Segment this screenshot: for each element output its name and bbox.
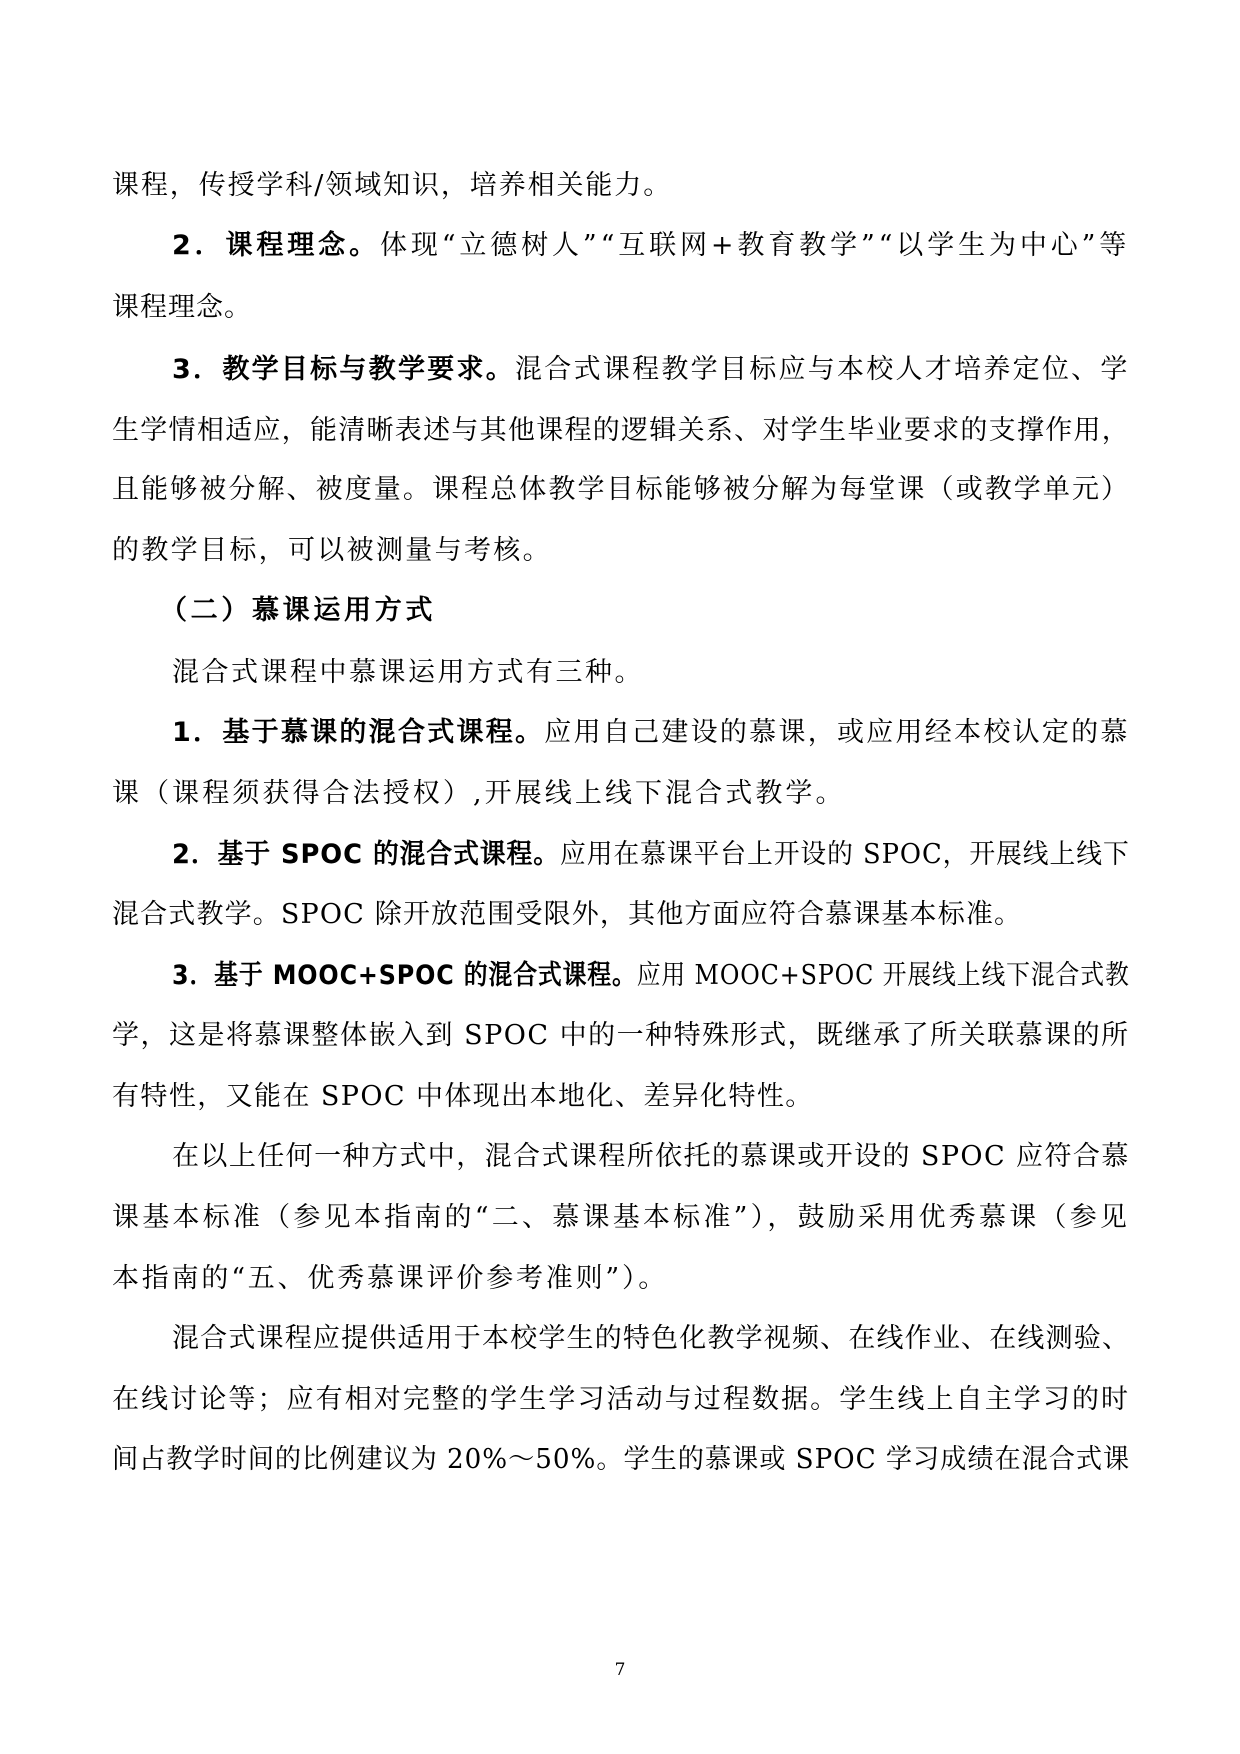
paragraph-text: 应用在慕课平台上开设的 SPOC，开展线上线下 [559, 839, 1130, 870]
paragraph-text: 课（课程须获得合法授权）,开展线上线下混合式教学。 [112, 778, 846, 809]
text-line [112, 1012, 1130, 1060]
bold-heading-text: 1．基于慕课的混合式课程。 [172, 717, 545, 748]
text-line [112, 284, 252, 332]
text-line [112, 1376, 1130, 1424]
page-number: 7 [614, 1660, 626, 1680]
text-line [160, 587, 436, 635]
paragraph-text: 在以上任何一种方式中，混合式课程所依托的慕课或开设的 SPOC 应符合慕 [172, 1141, 1130, 1172]
text-line [172, 952, 1130, 1000]
text-line [112, 527, 552, 575]
text-line [172, 1133, 1130, 1181]
text-line [112, 1194, 1130, 1242]
text-line [112, 770, 846, 818]
paragraph-text: 本指南的“五、优秀慕课评价参考准则”）。 [112, 1263, 669, 1294]
bold-heading-text: （二）慕课运用方式 [160, 595, 437, 626]
text-line [172, 222, 1130, 270]
paragraph-text: 应用自己建设的慕课，或应用经本校认定的慕 [544, 717, 1130, 748]
paragraph-text: 课程，传授学科/领域知识，培养相关能力。 [112, 170, 673, 201]
text-line [112, 1255, 668, 1303]
bold-heading-text: 2．基于 SPOC 的混合式课程。 [172, 839, 560, 870]
paragraph-text: 课基本标准（参见本指南的“二、慕课基本标准”），鼓励采用优秀慕课（参见 [112, 1202, 1131, 1233]
text-line [172, 649, 644, 697]
paragraph-text: 的教学目标，可以被测量与考核。 [112, 535, 552, 566]
paragraph-text: 有特性，又能在 SPOC 中体现出本地化、差异化特性。 [112, 1081, 814, 1112]
paragraph-text: 应用 MOOC+SPOC 开展线上线下混合式教 [636, 960, 1130, 991]
text-line [112, 162, 672, 210]
paragraph-text: 在线讨论等；应有相对完整的学生学习活动与过程数据。学生线上自主学习的时 [112, 1384, 1131, 1415]
paragraph-text: 混合式课程应提供适用于本校学生的特色化教学视频、在线作业、在线测验、 [172, 1323, 1131, 1354]
paragraph-text: 学，这是将慕课整体嵌入到 SPOC 中的一种特殊形式，既继承了所关联慕课的所 [112, 1020, 1130, 1051]
text-line [112, 407, 1130, 455]
text-line [112, 466, 1130, 514]
text-line [172, 709, 1130, 757]
paragraph-text: 混合式课程中慕课运用方式有三种。 [172, 657, 644, 688]
paragraph-text: 混合式课程教学目标应与本校人才培养定位、学 [515, 354, 1130, 385]
paragraph-text: 生学情相适应，能清晰表述与其他课程的逻辑关系、对学生毕业要求的支撑作用， [112, 415, 1131, 446]
paragraph-text: 且能够被分解、被度量。课程总体教学目标能够被分解为每堂课（或教学单元） [112, 474, 1131, 505]
paragraph-text: 混合式教学。SPOC 除开放范围受限外，其他方面应符合慕课基本标准。 [112, 899, 1023, 930]
paragraph-text: 课程理念。 [112, 292, 252, 323]
text-line [112, 1073, 814, 1121]
text-line [112, 1436, 1130, 1484]
text-line [112, 891, 1022, 939]
bold-heading-text: 2．课程理念。 [172, 230, 380, 261]
bold-heading-text: 3．教学目标与教学要求。 [172, 354, 516, 385]
bold-heading-text: 3．基于 MOOC+SPOC 的混合式课程。 [172, 960, 637, 991]
text-line [172, 1315, 1130, 1363]
paragraph-text: 间占教学时间的比例建议为 20%～50%。学生的慕课或 SPOC 学习成绩在混合式课 [112, 1444, 1131, 1475]
text-line [172, 831, 1130, 879]
text-line [172, 346, 1130, 394]
paragraph-text: 体现“立德树人”“互联网+教育教学”“以学生为中心”等 [379, 230, 1131, 261]
